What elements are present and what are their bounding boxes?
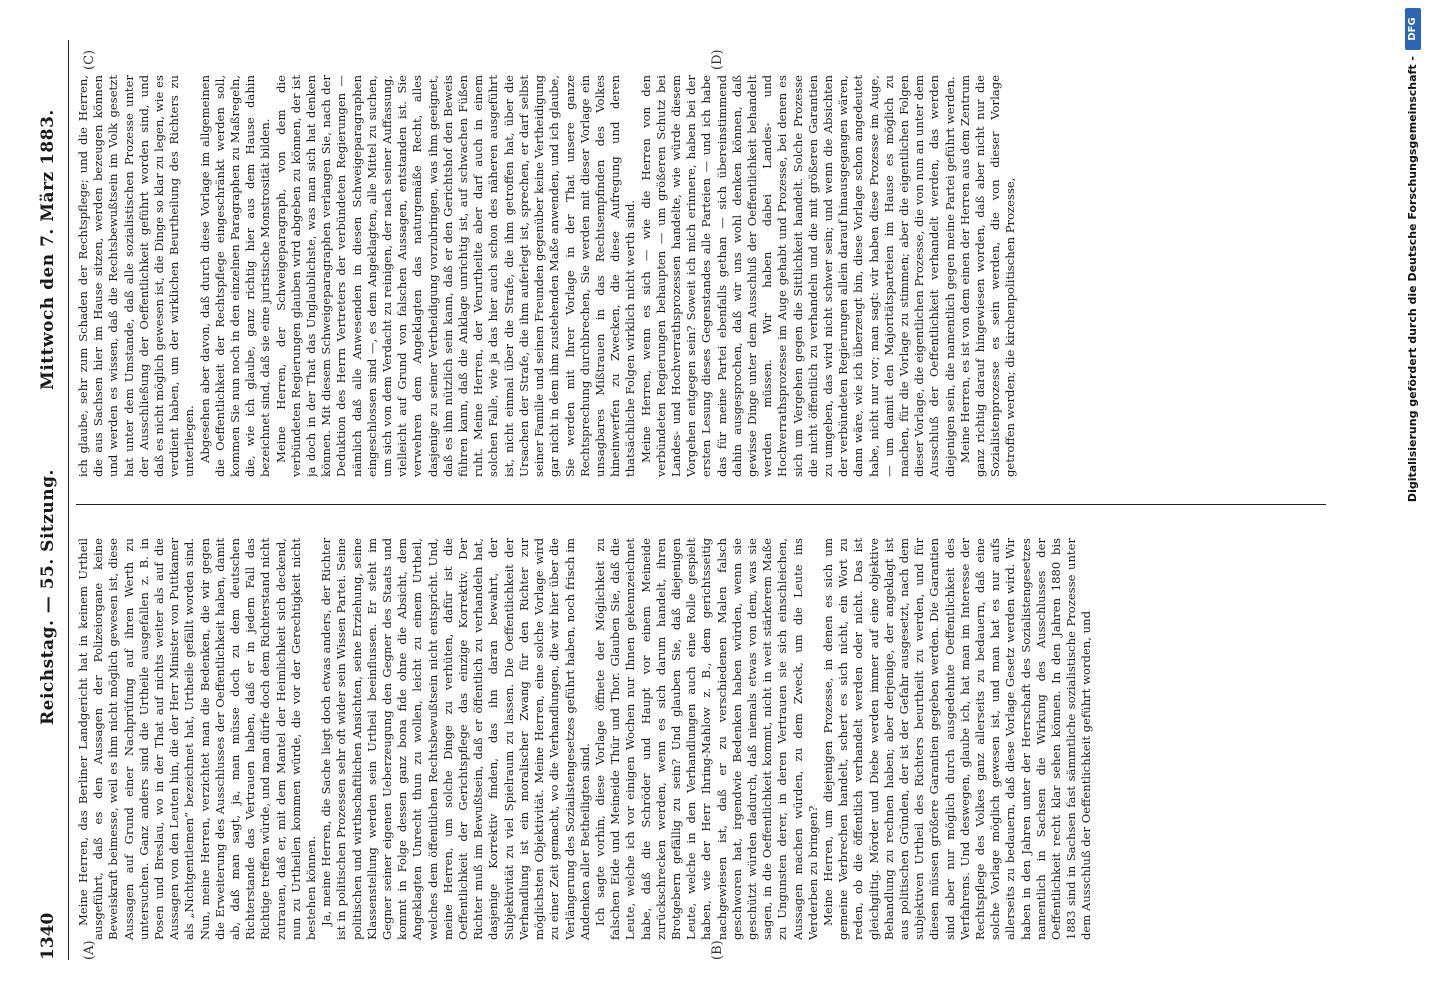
column-divider — [76, 504, 1326, 505]
paragraph: Abgesehen aber davon, daß durch diese Vorlage im allgemeinen die Oeffentlichkeit der Rechtspflege eingeschränkt werden soll, kommen Sie nun noch in den einzelnen Paragraphen zu Maßregeln, die, wie ich glaube, ganz richtig hier aus dem Hause dahin bezeichnet sind, daß sie eine juristische Monstrosität bilden. — [197, 75, 273, 477]
margin-marker-b: (B) — [710, 940, 725, 960]
session-title: Reichstag. — 55. Sitzung. — [38, 469, 58, 725]
dfg-logo: DFG — [1405, 8, 1421, 50]
margin-marker-a: (A) — [82, 940, 97, 960]
digitization-credit — [1402, 0, 1424, 1000]
margin-marker-d: (D) — [710, 49, 725, 70]
paragraph: ich glaube, sehr zum Schaden der Rechtspflege; und die Herren, die aus Sachsen hier im Hause sitzen, werden bezeugen können und werden es wissen, daß die Rechtsbewußtsein im Volk gesetzt hat unter dem Umstande, daß alle sozialistischen Prozesse unter der Ausschließung der Oeffentlichkeit geführt worden sind, und daß es nicht möglich gewesen ist, die Dinge so klar zu legen, wie es verdient haben, um der wirklichen Beurtheilung des Richters zu unterliegen. — [76, 75, 197, 477]
paragraph: Meine Herren, das Berliner Landgericht hat in keinem Urtheil ausgeführt, daß es den Aussagen der Polizeiorgane keine Beweiskraft beimesse, weil es ihm nicht möglich gewesen ist, diese Aussagen auf Grund einer Nachprüfung auf ihren Werth zu untersuchen. Ganz anders sind die Urtheile ausgefallen z. B. in Posen und Breslau, wo in der That auf nichts weiter als auf die Aussagen von den Leuten hin, die der Herr Minister von Puttkamer als „Nichtgentlemen“ bezeichnet hat, Urtheile gefällt worden sind. Nun, meine Herren, verzichtet man die Bedenken, die wir gegen die Erweiterung des Ausschlusses der Oeffentlichkeit haben, damit ab, daß man sagt, ja, man müsse doch zu dem deutschen Richterstande das Vertrauen haben, daß er in jedem Fall das Richtige treffen würde, und man dürfe doch dem Richterstand nicht zutrauen, daß er, mit dem Mantel der Heimlichkeit sich deckend, nun zu Urtheilen kommen würde, die vor der Gerechtigkeit nicht bestehen können. — [76, 538, 319, 940]
left-text-column — [76, 538, 1326, 940]
header-rule — [68, 40, 69, 960]
paragraph: Meine Herren, um diejenigen Prozesse, in denen es sich um gemeine Verbrechen handelt, schert es sich nicht, ein Wort zu reden, ob die öffentlich verhandelt werden oder nicht. Das ist gleichgiltig. Mörder und Diebe werden immer auf eine objektive Behandlung zu rechnen haben; aber derjenige, der angeklagt ist aus politischen Gründen, der ist der Gefahr ausgesetzt, nach dem subjektiven Urtheil des Richters beurtheilt zu werden, und für diesen müssen größere Garantien gegeben werden. Die Garantien sind aber nur möglich durch ausgedehnte Oeffentlichkeit des Verfahrens. Und deswegen, glaube ich, hat man im Interesse der Rechtspflege des Volkes ganz allerseits zu bedauern, daß eine solche Vorlage möglich gewesen ist, und man hat es nur aufs allerseits zu bedauern, daß diese Vorlage Gesetz werden wird. Wir haben in den Jahren unter der Herrschaft des Sozialistengesetzes namentlich in Sachsen die Wirkung des Ausschlusses der Oeffentlichkeit recht klar sehen können. In den Jahren 1880 bis 1883 sind in Sachsen fast sämmtliche sozialistische Prozesse unter dem Ausschluß der Oeffentlichkeit geführt worden, und — [820, 538, 1094, 940]
credit-text: Digitalisierung gefördert durch die Deutsche Forschungsgemeinschaft - — [1406, 56, 1419, 503]
margin-marker-c: (C) — [82, 49, 97, 70]
paragraph: Ja, meine Herren, die Sache liegt doch etwas anders, der Richter ist in politischen Prozessen sehr oft wider sein Wissen Partei. Seine politischen und wirthschaftlichen Ansichten, seine Erziehung, seine Klassenstellung werden sein Urtheil beeinflussen. Er steht im Gegner seiner eigenen Ueberzeugung den Gegner des Staats und kommt in Folge dessen ganz bona fide ohne die Absicht, dem Angeklagten Unrecht thun zu wollen, leicht zu einem Urtheil, welches dem öffentlichen Rechtsbewußtsein nicht entspricht. Und, meine Herren, um solche Dinge zu verhüten, dafür ist die Oeffentlichkeit der Gerichtspflege das einzige Korrektiv. Der Richter muß im Bewußtsein, daß er öffentlich zu verhandeln hat, dasjenige Korrektiv finden, das ihn daran bewahrt, der Subjektivität zu viel Spielraum zu lassen. Die Oeffentlichkeit der Verhandlung ist ein moralischer Zwang für den Richter zur möglichsten Objektivität. Meine Herren, eine solche Vorlage wird zu einer Zeit gemacht, wo die Verhandlungen, die wir hier über die Verlängerung des Sozialistengesetzes geführt haben, noch frisch im Andenken aller Betheiligten sind. — [319, 538, 592, 940]
page-number: 1340 — [38, 912, 58, 960]
paragraph: Meine Herren, wenn es sich — wie die Herren von den verbündeten Regierungen behaupten — um größeren Schutz bei Landes- und Hochverrathsprozessen handelte, wie würde diesem Vorgehen entgegen sein? Soweit ich mich erinnere, haben bei der ersten Lesung dieses Gegenstandes alle Parteien — und ich habe das für meine Partei ebenfalls gethan — sich übereinstimmend dahin ausgesprochen, daß wir uns wohl denken können, daß gewisse Dinge unter dem Ausschluß der Oeffentlichkeit behandelt werden müssen. Wir haben dabei Landes- und Hochverrathsprozesse im Auge gehabt und Prozesse, bei denen es sich um Vergehen gegen die Sittlichkeit handelt. Solche Prozesse die nicht öffentlich zu verhandeln und die mit größeren Garantien zu umgeben, das wird nicht schwer sein; und wenn die Absichten der verbündeten Regierungen allein darauf hinausgegangen wären, dann wäre, wie ich überzeugt bin, diese Vorlage schon angedeutet habe, nicht nur vor; man sagt: wir haben diese Prozesse im Auge, — um damit den Majoritätsparteien im Hause es möglich zu machen, für die Vorlage zu stimmen; aber die eigentlichen Folgen dieser Vorlage, die eigentlichen Prozesse, die von nun an unter dem Ausschluß der Oeffentlichkeit verhandelt werden, das werden diejenigen sein, die namentlich gegen meine Partei geführt werden. — [638, 75, 957, 477]
paragraph: Meine Herren, der Schweigeparagraph, von dem die verbündeten Regierungen glauben wird abgeben zu können, der ist ja doch in der That das Unglaublichste, was man sich hat denken können. Mit diesem Schweigeparagraphen verlangen Sie, nach der Deduktion des Herrn Vertreters der verbündeten Regierungen — nämlich daß alle Anwesenden in diesen Schweigeparagraphen eingeschlossen sind —, es dem Angeklagten, alle Mittel zu suchen, um sich von dem Verdacht zu reinigen, der nach seiner Auffassung, vielleicht auf Grund von falschen Aussagen, entstanden ist. Sie verwehren dem Angeklagten das naturgemäße Recht, alles dasjenige zu seiner Vertheidigung vorzubringen, was ihm geeignet, daß es ihm nützlich sein kann, daß er den Gerichtshof den Beweis führen kann, daß die Anklage unrichtig ist, auf schwachen Füßen ruht. Meine Herren, der Verurtheilte aber darf auch in einem solchen Falle, wie ja das hier auch schon des näheren ausgeführt ist, nicht einmal über die Strafe, die ihm getroffen hat, über die Ursachen der Strafe, die ihm auferlegt ist, sprechen, er darf selbst seiner Familie und seinen Freunden gegenüber keine Vertheidigung gar nicht in dem ihm zustehenden Maße anwenden, und ich glaube, Sie werden mit Ihrer Vorlage in der That unsere ganze Rechtsprechung durchbrechen, Sie werden mit dieser Vorlage ein unsagbares Mißtrauen in das Rechtsempfinden des Volkes hineinwerfen zu Zwecken, die diese Aufregung und deren thatsächliche Folgen wirklich nicht werth sind. — [273, 75, 638, 477]
paragraph: Meine Herren, es ist von dem einen der Herren aus dem Zentrum ganz richtig darauf hingewiesen worden, daß aber nicht nur die Sozialistenprozesse es sein werden, die von dieser Vorlage getroffen werden; die kirchenpolitischen Prozesse, — [957, 75, 1018, 477]
right-text-column — [76, 75, 1326, 477]
page-header — [38, 40, 68, 960]
session-date: Mittwoch den 7. März 1883. — [38, 109, 58, 390]
paragraph: Ich sagte vorhin, diese Vorlage öffnete der Möglichkeit zu falschen Eide und Meineide Thür und Thor. Glauben Sie, daß die Leute, welche ich vor einigen Wochen nur Ihnen gekennzeichnet habe, daß die Schröder und Haupt vor einem Meineide zurückschrecken werden, wenn es sich darum handelt, ihren Brotgebern gefällig zu sein? Und glauben Sie, daß diejenigen Leute, welche in den Verhandlungen auch eine Rolle gespielt haben, wie der Herr Ihring-Mahlow z. B., dem gerichtsseitig nachgewiesen ist, daß er zu verschiedenen Malen falsch geschworen hat, irgendwie Bedenken haben würden, wenn sie geschützt würden dadurch, daß niemals etwas von dem, was sie sagen, in die Oeffentlichkeit kommt, nicht in weit stärkerem Maße zu Ungunsten derer, in deren Vertrauen sie sich einschleichen, Aussagen machen würden, zu dem Zweck, um die Leute ins Verderben zu bringen? — [592, 538, 820, 940]
